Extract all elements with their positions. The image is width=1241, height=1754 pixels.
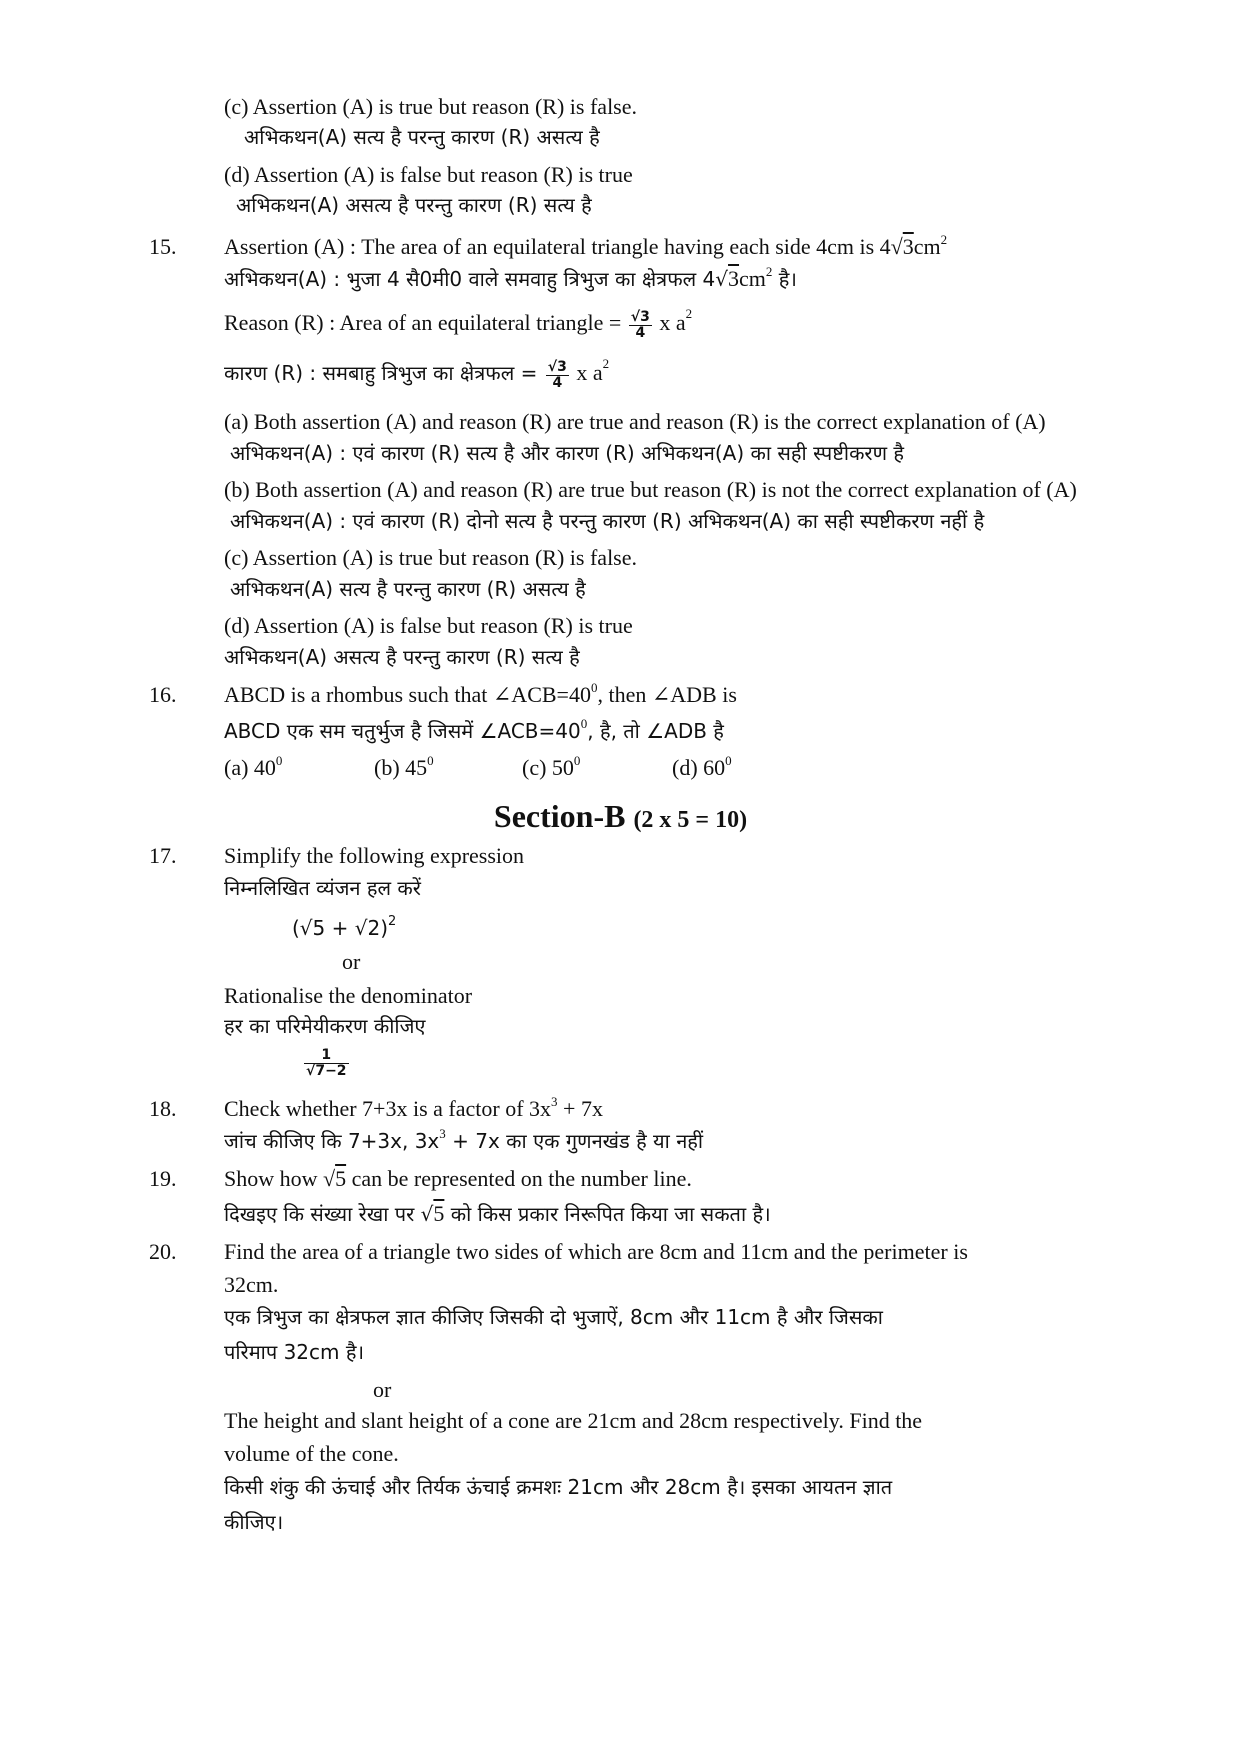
q15-option-c-en: (c) Assertion (A) is true but reason (R) is false.: [224, 545, 638, 570]
q20-question-hi-line2: परिमाप 32cm है।: [224, 1340, 365, 1364]
q17-rationalise-en: Rationalise the denominator: [224, 983, 473, 1008]
q14-option-c-hi: अभिकथन(A) सत्य है परन्तु कारण (R) असत्य है: [244, 125, 600, 149]
q15-option-a-en: (a) Both assertion (A) and reason (R) are true and reason (R) is the correct explanation of (A): [224, 409, 1046, 434]
q14-option-c-en: (c) Assertion (A) is true but reason (R) is false.: [224, 94, 638, 119]
q19-number: 19.: [149, 1166, 177, 1191]
q15-number: 15.: [149, 234, 177, 259]
q20-number: 20.: [149, 1239, 177, 1264]
q15-option-a-hi: अभिकथन(A) : एवं कारण (R) सत्य है और कारण (R) अभिकथन(A) का सही स्पष्टीकरण है: [230, 441, 905, 465]
q16-question-en: ABCD is a rhombus such that $\angle ACB=40^0$, then ∠ADB is: [224, 680, 737, 707]
q15-reason-hi-fraction: $\frac{√3}{4}$: [547, 359, 567, 391]
q15-reason-hi: कारण (R) : समबाहु त्रिभुज का क्षेत्रफल = $\frac{√3}{4}$ x $a^2$: [224, 356, 610, 391]
q20-alt-en-line1: The height and slant height of a cone are 21cm and 28cm respectively. Find the: [224, 1408, 923, 1433]
q18-question-hi: जांच कीजिए कि 7+3x, $3x^3 + 7x$ का एक गुणनखंड है या नहीं: [224, 1126, 704, 1153]
q16-option-c: (c) $50^0$: [522, 753, 581, 780]
q20-question-en-line2: 32cm.: [224, 1272, 279, 1297]
q18-number: 18.: [149, 1096, 177, 1121]
q16-number: 16.: [149, 682, 177, 707]
q15-assertion-hi: अभिकथन(A) : भुजा 4 सै0मी0 वाले समवाहु त्रिभुज का क्षेत्रफल $4√3cm^2$ है।: [224, 264, 797, 291]
q17-question-en: Simplify the following expression: [224, 843, 525, 868]
q20-question-hi-line1: एक त्रिभुज का क्षेत्रफल ज्ञात कीजिए जिसकी दो भुजाऐं, 8cm और 11cm है और जिसका: [224, 1305, 883, 1329]
q15-reason-fraction: $\frac{√3}{4}$: [630, 309, 650, 341]
q15-option-c-hi: अभिकथन(A) सत्य है परन्तु कारण (R) असत्य है: [230, 577, 586, 601]
q17-number: 17.: [149, 843, 177, 868]
q20-alt-en-line2: volume of the cone.: [224, 1441, 399, 1466]
q17-question-hi: निम्नलिखित व्यंजन हल करें: [224, 876, 421, 900]
q17-rationalise-hi: हर का परिमेयीकरण कीजिए: [224, 1014, 426, 1038]
q16-option-b: (b) $45^0$: [374, 753, 434, 780]
q15-option-b-en: (b) Both assertion (A) and reason (R) are true but reason (R) is not the correct explanation of (A): [224, 477, 1077, 502]
q20-question-en-line1: Find the area of a triangle two sides of which are 8cm and 11cm and the perimeter is: [224, 1239, 968, 1264]
q15-assertion-en: Assertion (A) : The area of an equilateral triangle having each side 4cm is $4√3cm^2$: [224, 232, 948, 259]
q15-reason-en: Reason (R) : Area of an equilateral triangle = $\frac{√3}{4}$ x $a^2$: [224, 306, 693, 341]
q16-option-d: (d) $60^0$: [672, 753, 732, 780]
section-b-heading: Section-B (2 x 5 = 10): [493, 798, 748, 834]
q15-option-b-hi: अभिकथन(A) : एवं कारण (R) दोनो सत्य है परन्तु कारण (R) अभिकथन(A) का सही स्पष्टीकरण नहीं है: [230, 509, 985, 533]
q15-option-d-en: (d) Assertion (A) is false but reason (R) is true: [224, 613, 633, 638]
q19-question-en: Show how √5 can be represented on the number line.: [224, 1166, 692, 1191]
q15-option-d-hi: अभिकथन(A) असत्य है परन्तु कारण (R) सत्य है: [224, 645, 580, 669]
q16-question-hi: ABCD एक सम चतुर्भुज है जिसमें $\angle ACB=40^0$, है, तो ∠ADB है: [224, 716, 724, 743]
q17-fraction: $\frac{1}{√7-2}$: [306, 1047, 347, 1079]
q20-or: or: [373, 1377, 392, 1402]
q16-option-a: (a) $40^0$: [224, 753, 283, 780]
q20-alt-hi-line1: किसी शंकु की ऊंचाई और तिर्यक ऊंचाई क्रमशः 21cm और 28cm है। इसका आयतन ज्ञात: [224, 1475, 893, 1499]
q20-alt-hi-line2: कीजिए।: [224, 1510, 284, 1534]
q19-question-hi: दिखइए कि संख्या रेखा पर √5 को किस प्रकार निरूपित किया जा सकता है।: [224, 1201, 771, 1226]
q14-option-d-hi: अभिकथन(A) असत्य है परन्तु कारण (R) सत्य है: [236, 193, 592, 217]
q17-or: or: [342, 949, 361, 974]
q17-expression: $(√5 + √2)^2$: [292, 914, 397, 940]
q14-option-d-en: (d) Assertion (A) is false but reason (R) is true: [224, 162, 633, 187]
q18-question-en: Check whether 7+3x is a factor of $3x^3 + 7x$: [224, 1094, 603, 1121]
